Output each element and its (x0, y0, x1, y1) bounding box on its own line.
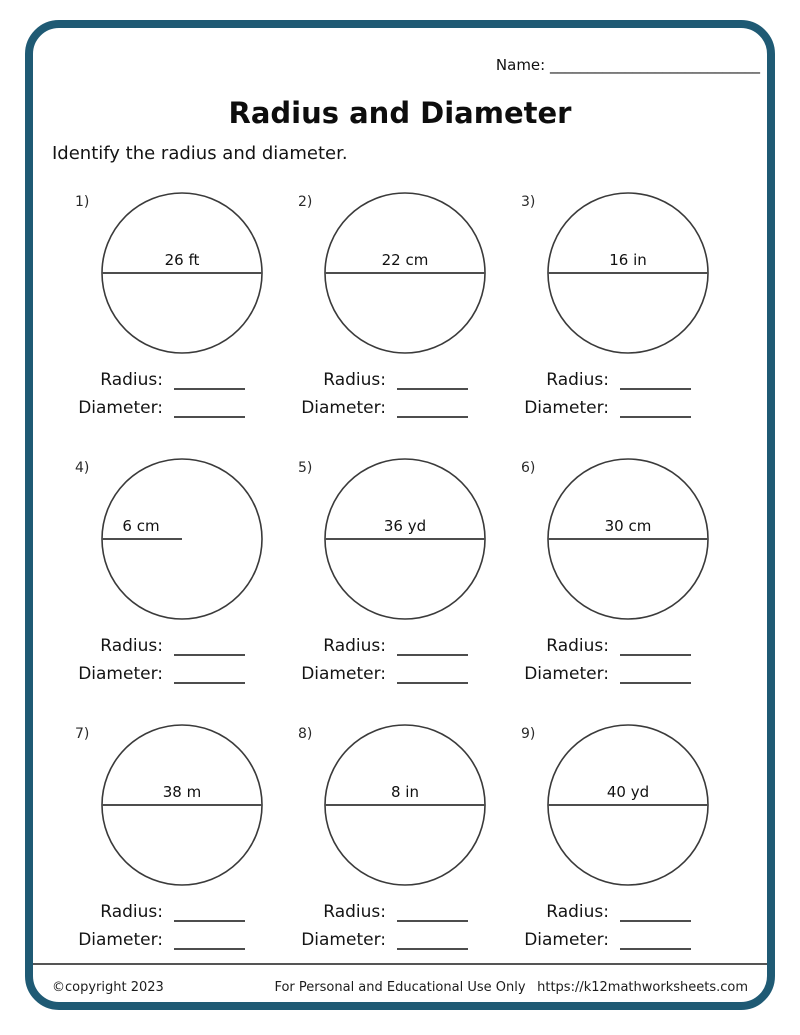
measurement-label: 6 cm (122, 517, 160, 535)
diameter-answer-row (521, 398, 691, 418)
footer-divider (33, 963, 767, 965)
radius-answer-row (521, 902, 691, 922)
website-link[interactable]: https://k12mathworksheets.com (537, 980, 748, 995)
radius-answer-row (521, 370, 691, 390)
diameter-answer-row (521, 664, 691, 684)
copyright-text: ©copyright 2023 (52, 980, 164, 995)
radius-answer-blank[interactable] (620, 636, 691, 656)
name-label: Name: (495, 56, 546, 74)
problem-5 (298, 456, 521, 696)
radius-label: Radius: (546, 370, 609, 390)
diameter-answer-blank[interactable] (397, 664, 468, 684)
radius-label: Radius: (546, 636, 609, 656)
problem-8 (298, 722, 521, 962)
problem-number: 9) (521, 726, 536, 742)
diameter-answer-blank[interactable] (620, 664, 691, 684)
radius-answer-blank[interactable] (397, 902, 468, 922)
problem-number: 1) (75, 194, 90, 210)
radius-label: Radius: (100, 902, 163, 922)
radius-label: Radius: (546, 902, 609, 922)
measurement-label: 22 cm (381, 251, 429, 269)
radius-answer-row (298, 370, 468, 390)
radius-label: Radius: (100, 370, 163, 390)
diameter-answer-blank[interactable] (397, 930, 468, 950)
diameter-answer-row (298, 398, 468, 418)
circle-figure (322, 722, 488, 888)
problem-number: 7) (75, 726, 90, 742)
circle-figure (545, 722, 711, 888)
measurement-label: 8 in (391, 783, 419, 801)
problem-3 (521, 190, 744, 430)
diameter-label: Diameter: (301, 664, 386, 684)
diameter-answer-blank[interactable] (620, 930, 691, 950)
radius-answer-blank[interactable] (397, 636, 468, 656)
measurement-label: 26 ft (164, 251, 200, 269)
radius-label: Radius: (323, 902, 386, 922)
circle-figure (99, 456, 265, 622)
circle-figure (322, 190, 488, 356)
problem-7 (75, 722, 298, 962)
radius-answer-blank[interactable] (174, 370, 245, 390)
problem-9 (521, 722, 744, 962)
circle-figure (545, 456, 711, 622)
radius-answer-blank[interactable] (397, 370, 468, 390)
diameter-label: Diameter: (78, 930, 163, 950)
radius-label: Radius: (100, 636, 163, 656)
diameter-label: Diameter: (78, 664, 163, 684)
name-field (496, 56, 760, 74)
diameter-answer-row (75, 398, 245, 418)
problems-grid (75, 190, 744, 962)
name-blank-line[interactable]: ____________________________ (550, 56, 760, 74)
diameter-answer-row (521, 930, 691, 950)
circle-figure (99, 722, 265, 888)
diameter-answer-row (75, 930, 245, 950)
problem-2 (298, 190, 521, 430)
measurement-label: 38 m (162, 783, 202, 801)
diameter-answer-blank[interactable] (620, 398, 691, 418)
diameter-answer-blank[interactable] (397, 398, 468, 418)
circle-figure (545, 190, 711, 356)
problem-number: 8) (298, 726, 313, 742)
diameter-answer-row (298, 664, 468, 684)
instruction-text: Identify the radius and diameter. (52, 143, 348, 164)
circle-figure (322, 456, 488, 622)
radius-answer-row (298, 902, 468, 922)
problem-1 (75, 190, 298, 430)
radius-answer-row (75, 902, 245, 922)
diameter-answer-blank[interactable] (174, 664, 245, 684)
circle-figure (99, 190, 265, 356)
measurement-label: 30 cm (604, 517, 652, 535)
diameter-label: Diameter: (78, 398, 163, 418)
radius-answer-blank[interactable] (620, 902, 691, 922)
radius-answer-blank[interactable] (174, 636, 245, 656)
radius-answer-blank[interactable] (620, 370, 691, 390)
diameter-label: Diameter: (301, 930, 386, 950)
radius-answer-row (75, 370, 245, 390)
measurement-label: 36 yd (383, 517, 427, 535)
problem-number: 3) (521, 194, 536, 210)
problem-number: 2) (298, 194, 313, 210)
page-title: Radius and Diameter (228, 96, 572, 130)
diameter-label: Diameter: (301, 398, 386, 418)
radius-answer-row (298, 636, 468, 656)
measurement-label: 16 in (609, 251, 647, 269)
usage-text: For Personal and Educational Use Only (274, 980, 526, 995)
radius-label: Radius: (323, 370, 386, 390)
problem-number: 5) (298, 460, 313, 476)
diameter-answer-blank[interactable] (174, 930, 245, 950)
measurement-label: 40 yd (606, 783, 650, 801)
diameter-label: Diameter: (524, 930, 609, 950)
problem-6 (521, 456, 744, 696)
radius-answer-row (521, 636, 691, 656)
radius-answer-blank[interactable] (174, 902, 245, 922)
radius-label: Radius: (323, 636, 386, 656)
diameter-label: Diameter: (524, 664, 609, 684)
radius-answer-row (75, 636, 245, 656)
problem-number: 4) (75, 460, 90, 476)
diameter-answer-row (75, 664, 245, 684)
diameter-label: Diameter: (524, 398, 609, 418)
diameter-answer-blank[interactable] (174, 398, 245, 418)
diameter-answer-row (298, 930, 468, 950)
problem-4 (75, 456, 298, 696)
problem-number: 6) (521, 460, 536, 476)
